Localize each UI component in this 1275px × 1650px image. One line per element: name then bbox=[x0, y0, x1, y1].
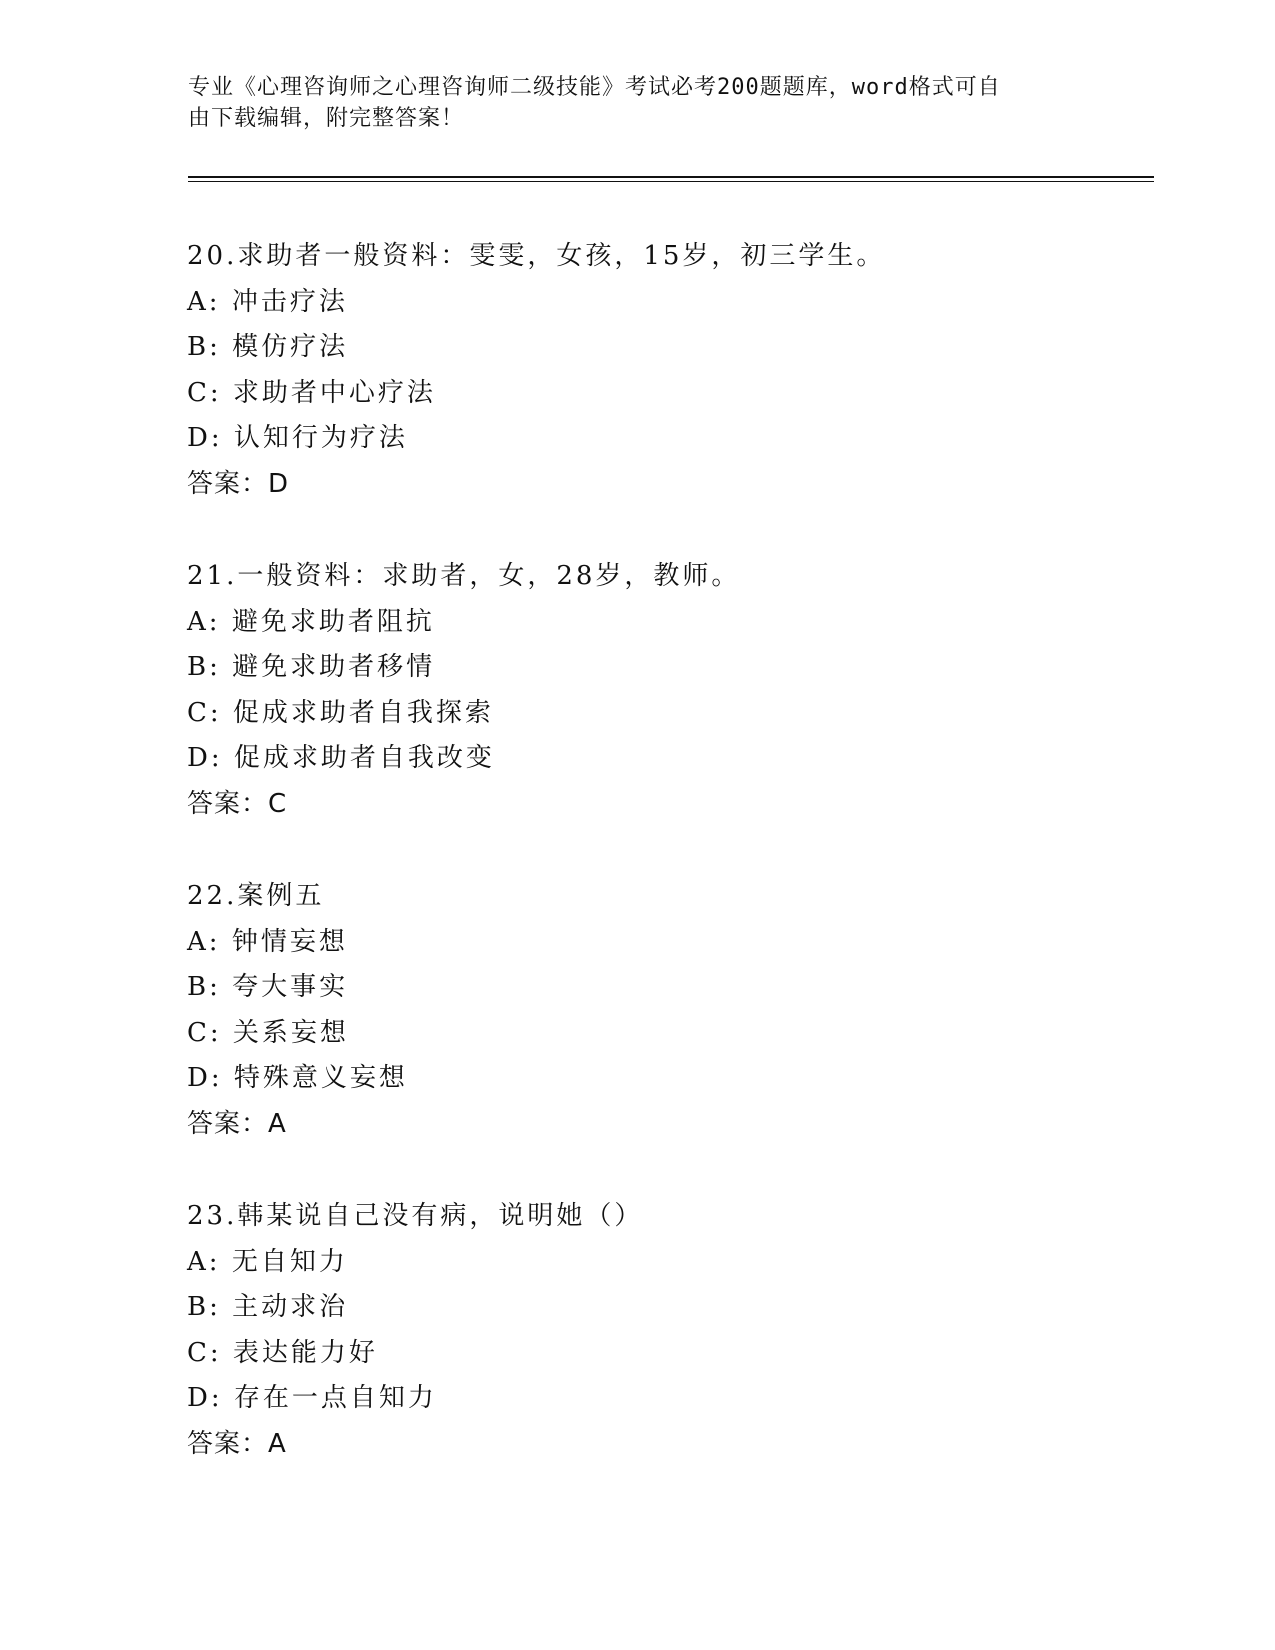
question-stem: 21.一般资料：求助者，女，28岁，教师。 bbox=[187, 561, 741, 591]
option-letter: B: bbox=[187, 332, 221, 362]
option-text: 主动求治 bbox=[232, 1292, 349, 1322]
option-a bbox=[187, 600, 1147, 646]
option-letter: A: bbox=[187, 286, 221, 317]
option-d bbox=[187, 416, 1147, 462]
option-text: 关系妄想 bbox=[232, 1017, 349, 1048]
option-letter: D: bbox=[187, 743, 223, 773]
option-c bbox=[187, 691, 1147, 737]
option-a bbox=[187, 280, 1147, 326]
question-block bbox=[187, 874, 1147, 1194]
option-letter: B: bbox=[187, 652, 221, 682]
option-text: 无自知力 bbox=[231, 1246, 348, 1277]
option-letter: A: bbox=[187, 1246, 221, 1277]
question-stem: 22.案例五 bbox=[187, 881, 325, 911]
option-letter: B: bbox=[187, 1292, 221, 1322]
option-text: 特殊意义妄想 bbox=[233, 1063, 408, 1093]
question-list bbox=[187, 234, 1147, 1514]
header-line-2: 由下载编辑，附完整答案！ bbox=[188, 106, 465, 131]
question-block bbox=[187, 1194, 1147, 1514]
answer-line: 答案：D bbox=[187, 468, 290, 499]
option-text: 求助者中心疗法 bbox=[232, 377, 436, 408]
option-text: 夸大事实 bbox=[232, 972, 349, 1002]
option-d bbox=[187, 1376, 1147, 1422]
option-letter: C: bbox=[187, 1337, 222, 1368]
option-letter: B: bbox=[187, 972, 221, 1002]
option-text: 避免求助者阻抗 bbox=[231, 606, 435, 637]
option-c bbox=[187, 1331, 1147, 1377]
option-text: 表达能力好 bbox=[232, 1337, 378, 1368]
option-c bbox=[187, 1011, 1147, 1057]
answer-line: 答案：C bbox=[187, 788, 288, 819]
option-a bbox=[187, 920, 1147, 966]
header-line-1: 专业《心理咨询师之心理咨询师二级技能》考试必考200题题库，word格式可自 bbox=[188, 75, 1001, 100]
option-letter: D: bbox=[187, 1063, 223, 1093]
option-letter: A: bbox=[187, 926, 221, 957]
header-divider-thin bbox=[188, 181, 1154, 182]
document-header bbox=[188, 72, 1108, 134]
option-letter: D: bbox=[187, 1383, 223, 1413]
answer-line: 答案：A bbox=[187, 1428, 287, 1459]
option-letter: C: bbox=[187, 697, 222, 728]
option-text: 存在一点自知力 bbox=[233, 1383, 437, 1413]
answer-line: 答案：A bbox=[187, 1108, 287, 1139]
option-d bbox=[187, 1056, 1147, 1102]
option-b bbox=[187, 1285, 1147, 1331]
option-c bbox=[187, 371, 1147, 417]
question-block bbox=[187, 234, 1147, 554]
option-b bbox=[187, 645, 1147, 691]
question-stem: 20.求助者一般资料：雯雯，女孩，15岁，初三学生。 bbox=[187, 241, 886, 271]
option-b bbox=[187, 965, 1147, 1011]
option-text: 认知行为疗法 bbox=[233, 423, 408, 453]
option-letter: D: bbox=[187, 423, 223, 453]
option-text: 钟情妄想 bbox=[231, 926, 348, 957]
option-d bbox=[187, 736, 1147, 782]
question-stem: 23.韩某说自己没有病，说明她（） bbox=[187, 1201, 644, 1231]
option-text: 模仿疗法 bbox=[232, 332, 349, 362]
option-text: 冲击疗法 bbox=[231, 286, 348, 317]
question-block bbox=[187, 554, 1147, 874]
option-letter: C: bbox=[187, 1017, 222, 1048]
option-a bbox=[187, 1240, 1147, 1286]
option-text: 促成求助者自我改变 bbox=[233, 743, 495, 773]
option-letter: A: bbox=[187, 606, 221, 637]
header-divider-thick bbox=[188, 176, 1154, 178]
option-letter: C: bbox=[187, 377, 222, 408]
option-text: 促成求助者自我探索 bbox=[232, 697, 494, 728]
option-b bbox=[187, 325, 1147, 371]
option-text: 避免求助者移情 bbox=[232, 652, 436, 682]
